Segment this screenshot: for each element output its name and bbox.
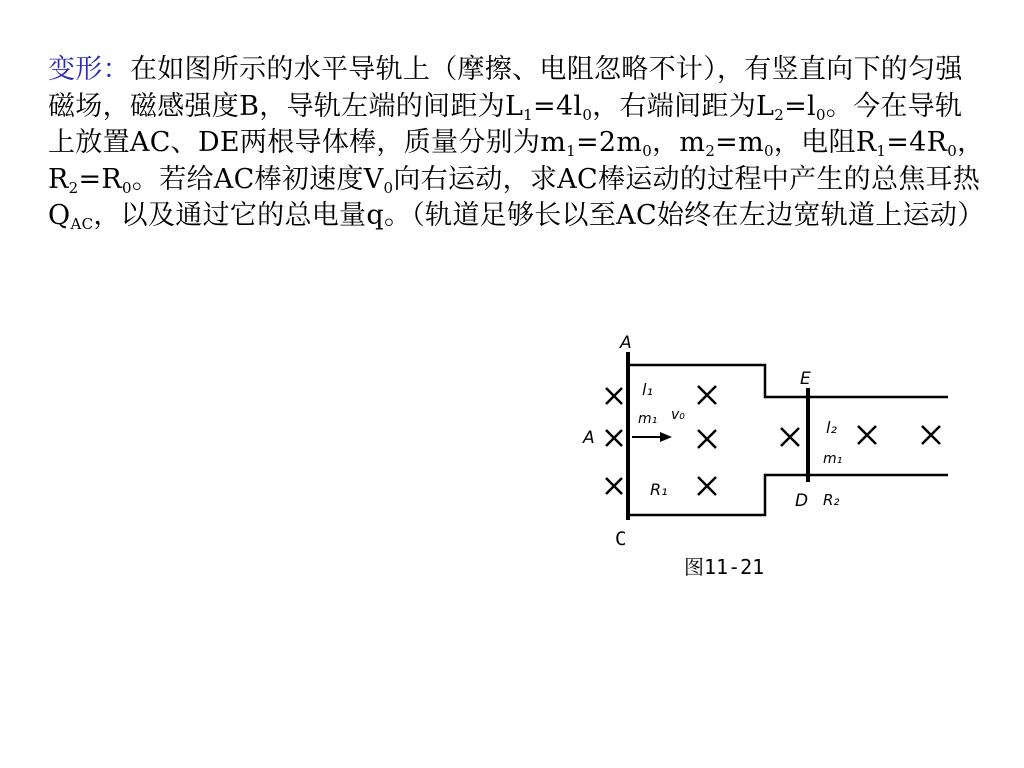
label-l2: l₂ bbox=[826, 418, 837, 437]
label-m2: m₁ bbox=[823, 451, 843, 467]
figure-caption: 图11-21 bbox=[684, 555, 765, 579]
label-a-top: A bbox=[620, 333, 632, 353]
velocity-arrow-icon bbox=[632, 432, 672, 442]
label-c: C bbox=[615, 528, 627, 550]
magnetic-field-crosses bbox=[606, 386, 940, 495]
label-l1: l₁ bbox=[642, 380, 653, 399]
label-d: D bbox=[795, 491, 809, 511]
label-v0: v₀ bbox=[671, 407, 685, 423]
label-m1: m₁ bbox=[638, 411, 658, 427]
lower-rail bbox=[628, 475, 948, 515]
problem-text: 变形：在如图所示的水平导轨上（摩擦、电阻忽略不计），有竖直向下的匀强磁场，磁感强度B，导轨左端的间距为$L_1=4l_0$，右端间距为$L_2=l_0$。今在导轨上放置AC、DE两根导体棒，质量分别为$m_1=2m_0$，$m_2=m_0$，电阻$R_1=4R_0$，$R_2=R_0$。若给AC棒初速度$V_0$向右运动，求AC棒运动的过程中产生的总焦耳热$Q_{AC}$，以及通过它的总电量q。（轨道足够长以至AC始终在左边宽轨道上运动） bbox=[48, 54, 985, 233]
label-r1: R₁ bbox=[650, 480, 668, 499]
problem-label: 变形： bbox=[48, 54, 130, 85]
upper-rail bbox=[628, 365, 948, 397]
label-a-side: A bbox=[583, 428, 595, 448]
label-r2: R₂ bbox=[823, 491, 840, 509]
label-e: E bbox=[800, 369, 811, 389]
